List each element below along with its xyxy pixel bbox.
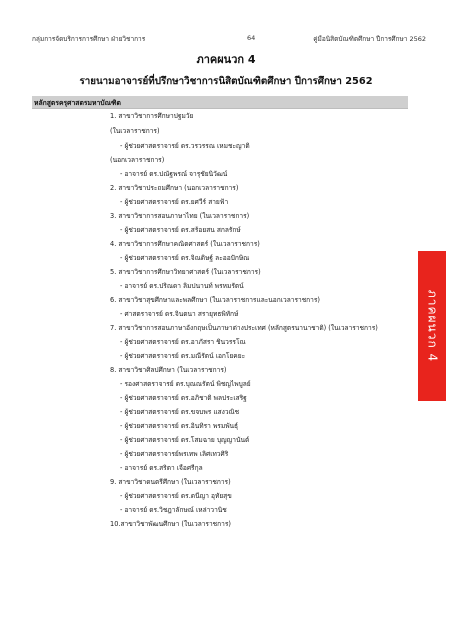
advisor-line: - ผู้ช่วยศาสตราจารย์ ดร.ขจบพร แสงวณิช: [120, 408, 240, 416]
page-number: 64: [247, 34, 256, 42]
page-title: ภาคผนวก 4: [196, 53, 256, 66]
page-header: [32, 34, 426, 46]
advisor-line: - ผู้ช่วยศาสตราจารย์ ดร.อินทิรา พรมพันธุ์: [120, 422, 239, 430]
program-line: 3. สาขาวิชาการสอนภาษาไทย (ในเวลาราชการ): [110, 212, 250, 220]
advisor-line: - ผู้ช่วยศาสตราจารย์ ดร.จิณดิษฐ์ ละออปักษิณ: [120, 254, 250, 262]
program-line: 5. สาขาวิชาการศึกษาวิทยาศาสตร์ (ในเวลาราชการ): [110, 268, 261, 276]
schedule-line: (ในเวลาราชการ): [110, 127, 160, 135]
advisor-line: - อาจารย์ ดร.สริตา เจือศรีกุล: [120, 464, 203, 472]
program-line: 1. สาขาวิชาการศึกษาปฐมวัย: [110, 112, 194, 120]
page-subtitle: รายนามอาจารย์ที่ปรึกษาวิชาการนิสิตบัณฑิตศึกษา ปีการศึกษา 2562: [79, 76, 373, 87]
section-heading: หลักสูตรครุศาสตรมหาบัณฑิต: [34, 99, 121, 107]
advisor-line: - ผู้ช่วยศาสตราจารย์ ดร.อภิชาติ พลประเสริฐ: [120, 394, 247, 402]
advisor-line: - ศาสตราจารย์ ดร.จินตนา สรายุทธพิทักษ์: [120, 310, 239, 318]
program-line: 6. สาขาวิชาสุขศึกษาและพลศึกษา (ในเวลาราชการและนอกเวลาราชการ): [110, 296, 320, 304]
side-tab-label: ภาคผนวก 4: [425, 289, 440, 363]
advisor-line: - ผู้ช่วยศาสตราจารย์ ดร.ยศวีร์ สายฟ้า: [120, 198, 229, 206]
program-line: 7. สาขาวิชาการสอนภาษาอังกฤษเป็นภาษาต่างประเทศ (หลักสูตรนานาชาติ) (ในเวลาราชการ): [110, 324, 378, 332]
program-line: 2. สาขาวิชาประถมศึกษา (นอกเวลาราชการ): [110, 184, 239, 192]
advisor-line: - ผู้ช่วยศาสตราจารย์ ดร.สร้อยสน สกลรักษ์: [120, 226, 241, 234]
appendix-side-tab: [418, 251, 446, 401]
program-line: 9. สาขาวิชาดนตรีศึกษา (ในเวลาราชการ): [110, 478, 231, 486]
advisor-line: - ผู้ช่วยศาสตราจารย์ ดร.วรวรรณ เหมชะญาติ: [120, 142, 250, 150]
advisor-line: - ผู้ช่วยศาสตราจารย์ ดร.ดนีญา อุทัยสุข: [120, 492, 232, 500]
program-line: 4. สาขาวิชาการศึกษาคณิตศาสตร์ (ในเวลาราชการ): [110, 240, 260, 248]
schedule-line: (นอกเวลาราชการ): [110, 156, 165, 164]
advisor-line: - ผู้ช่วยศาสตราจารย์ ดร.โสมฉาย บุญญานันต์: [120, 436, 250, 444]
section-heading-bar: [32, 96, 408, 109]
header-department: กลุ่มการจัดบริการการศึกษา ฝ่ายวิชาการ: [32, 35, 146, 43]
advisor-line: - รองศาสตราจารย์ ดร.บุณณรัตน์ พิชญไพบูลย์: [120, 380, 251, 388]
program-line: 10.สาขาวิชาพัฒนศึกษา (ในเวลาราชการ): [110, 520, 231, 528]
header-manual-title: คู่มือนิสิตบัณฑิตศึกษา ปีการศึกษา 2562: [313, 35, 426, 43]
advisor-line: - อาจารย์ ดร.วิชฎาลักษณ์ เหล่าวานิช: [120, 506, 227, 514]
advisor-line: - ผู้ช่วยศาสตราจารย์พรเทพ เลิศเทวศิริ: [120, 450, 229, 458]
advisor-line: - ผู้ช่วยศาสตราจารย์ ดร.มณีรัตน์ เอกโยคยะ: [120, 352, 246, 360]
advisor-line: - ผู้ช่วยศาสตราจารย์ ดร.อาภัสรา ชินวรรโณ: [120, 338, 246, 346]
advisor-line: - อาจารย์ ดร.ปณัฐพรณ์ จารุชัยนิวัฒน์: [120, 170, 228, 178]
advisor-line: - อาจารย์ ดร.ปริณดา ลิมปนานท์ พรหมรัตน์: [120, 282, 244, 290]
program-line: 8. สาขาวิชาศิลปศึกษา (ในเวลาราชการ): [110, 366, 227, 374]
